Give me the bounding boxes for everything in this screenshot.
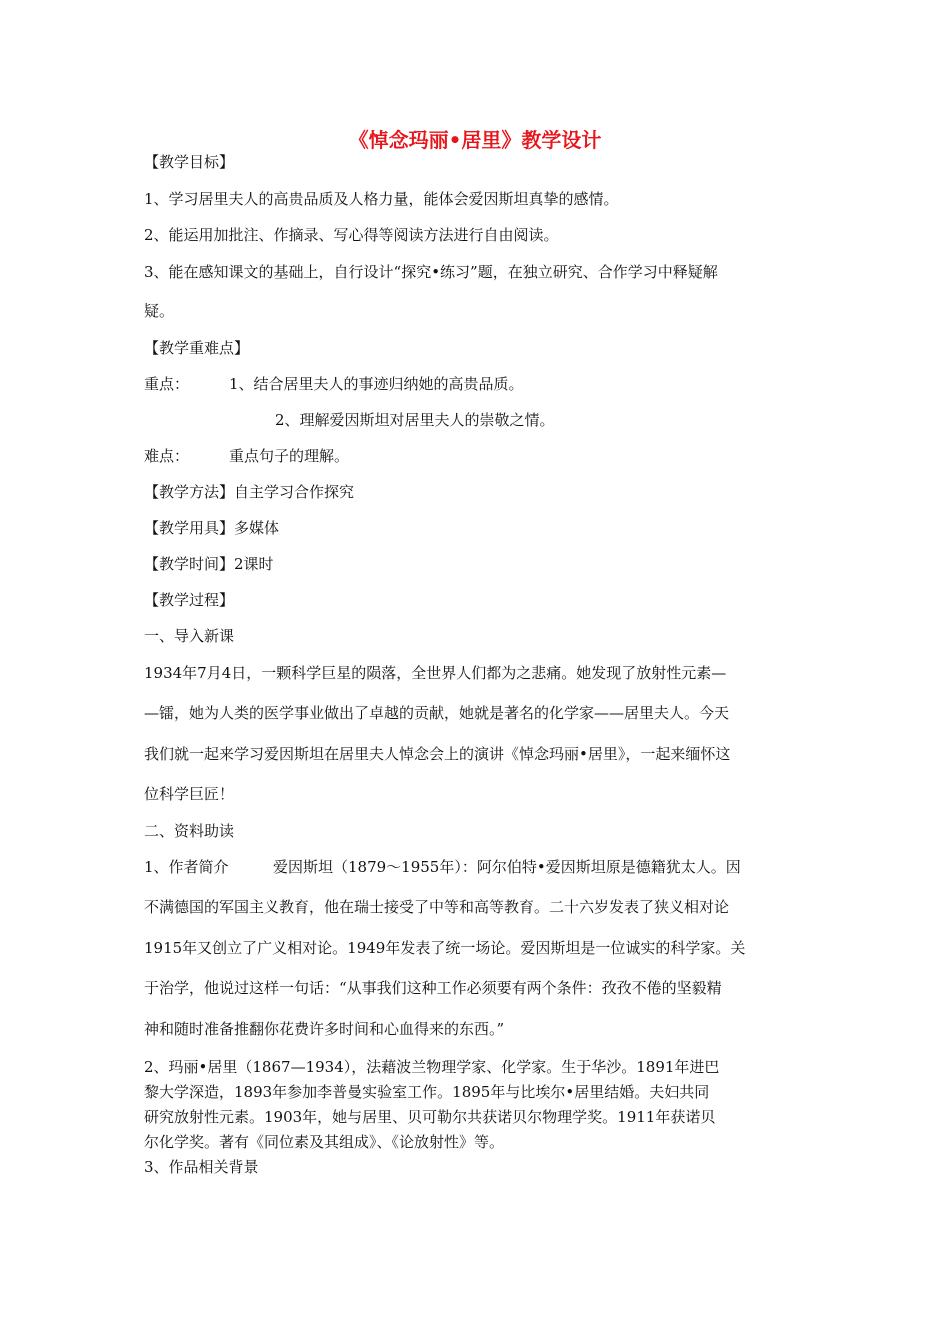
difficulty-label: 难点： bbox=[144, 447, 190, 465]
intro-line-3: 我们就一起来学习爱因斯坦在居里夫人悼念会上的演讲《悼念玛丽•居里》，一起来缅怀这 bbox=[144, 745, 731, 763]
intro-line-1: 1934年7月4日，一颗科学巨星的陨落，全世界人们都为之悲痛。她发现了放射性元素— bbox=[144, 664, 727, 682]
teaching-method: 【教学方法】自主学习合作探究 bbox=[144, 483, 355, 501]
document-title: 《悼念玛丽•居里》教学设计 bbox=[348, 128, 602, 152]
curie-line-2: 黎大学深造，1893年参加李普曼实验室工作。1895年与比埃尔•居里结婚。夫妇共同 bbox=[144, 1083, 710, 1101]
background-heading: 3、作品相关背景 bbox=[144, 1158, 259, 1176]
objective-item-3-cont: 疑。 bbox=[144, 302, 175, 320]
author-line-4: 于治学，他说过这样一句话：“从事我们这种工作必须要有两个条件：孜孜不倦的坚毅精 bbox=[144, 979, 722, 997]
section2-heading: 二、资料助读 bbox=[144, 822, 235, 840]
section1-heading: 一、导入新课 bbox=[144, 627, 235, 645]
objective-item-1: 1、学习居里夫人的高贵品质及人格力量，能体会爱因斯坦真挚的感情。 bbox=[144, 190, 619, 208]
author-line-5: 神和随时准备推翻你花费许多时间和心血得来的东西。” bbox=[144, 1020, 505, 1038]
author-line-1: 爱因斯坦（1879～1955年）：阿尔伯特•爱因斯坦原是德籍犹太人。因 bbox=[273, 858, 741, 876]
intro-line-2: —镭，她为人类的医学事业做出了卓越的贡献，她就是著名的化学家——居里夫人。今天 bbox=[144, 704, 730, 722]
teaching-time: 【教学时间】2课时 bbox=[144, 555, 274, 573]
author-line-2: 不满德国的军国主义教育，他在瑞士接受了中等和高等教育。二十六岁发表了狭义相对论 bbox=[144, 898, 730, 916]
difficulty-text: 重点句子的理解。 bbox=[229, 447, 350, 465]
objectives-heading: 【教学目标】 bbox=[144, 153, 235, 171]
process-heading: 【教学过程】 bbox=[144, 591, 235, 609]
curie-line-3: 研究放射性元素。1903年，她与居里、贝可勒尔共获诺贝尔物理学奖。1911年获诺贝 bbox=[144, 1108, 716, 1126]
teaching-tools: 【教学用具】多媒体 bbox=[144, 519, 280, 537]
author-label: 1、作者简介 bbox=[144, 858, 229, 876]
focus-item-2: 2、理解爱因斯坦对居里夫人的崇敬之情。 bbox=[275, 411, 555, 429]
focus-label: 重点： bbox=[144, 375, 190, 393]
author-line-3: 1915年又创立了广义相对论。1949年发表了统一场论。爱因斯坦是一位诚实的科学家。关 bbox=[144, 939, 746, 957]
curie-line-1: 2、玛丽•居里（1867—1934），法藉波兰物理学家、化学家。生于华沙。1891年进巴 bbox=[144, 1058, 720, 1076]
focus-item-1: 1、结合居里夫人的事迹归纳她的高贵品质。 bbox=[229, 375, 524, 393]
intro-line-4: 位科学巨匠！ bbox=[144, 785, 235, 803]
objective-item-2: 2、能运用加批注、作摘录、写心得等阅读方法进行自由阅读。 bbox=[144, 226, 559, 244]
objective-item-3: 3、能在感知课文的基础上，自行设计“探究•练习”题，在独立研究、合作学习中释疑解 bbox=[144, 263, 718, 281]
curie-line-4: 尔化学奖。著有《同位素及其组成》、《论放射性》等。 bbox=[144, 1133, 505, 1151]
focus-row-1 bbox=[144, 374, 189, 394]
key-points-heading: 【教学重难点】 bbox=[144, 339, 250, 357]
